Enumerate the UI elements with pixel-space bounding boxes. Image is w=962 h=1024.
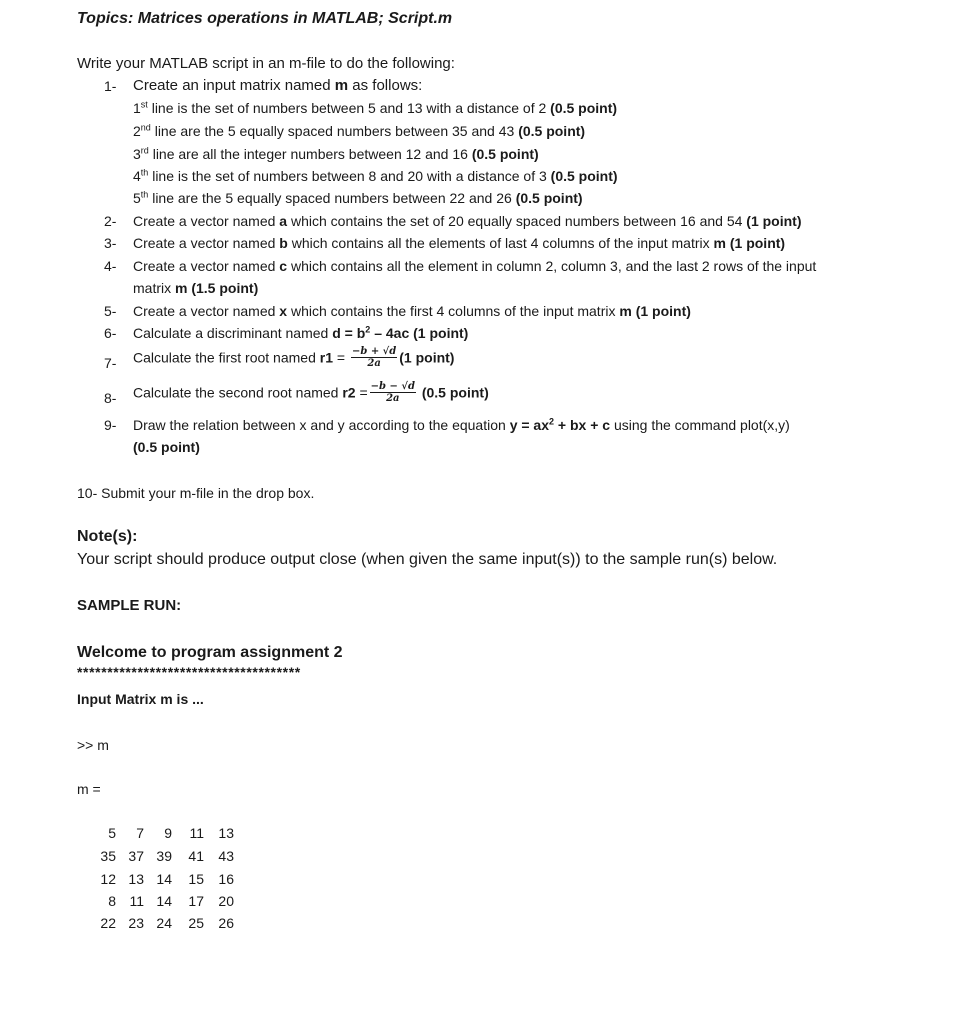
matrix-cell: 39 bbox=[156, 848, 172, 864]
item-4-text-cont: matrix m (1.5 point) bbox=[133, 280, 259, 296]
matrix-cell: 14 bbox=[156, 893, 172, 909]
item-1-text: Create an input matrix named m as follows: bbox=[133, 77, 423, 94]
item-5-text: Create a vector named x which contains the first 4 columns of the input matrix m (1 point) bbox=[133, 303, 691, 319]
item-number: 2- bbox=[104, 213, 117, 229]
matrix-cell: 13 bbox=[128, 871, 144, 887]
matrix-row bbox=[92, 871, 234, 887]
notes-title: Note(s): bbox=[77, 528, 138, 545]
matrix-cell: 41 bbox=[188, 848, 204, 864]
item-number: 6- bbox=[104, 325, 117, 341]
matrix-cell: 24 bbox=[156, 915, 172, 931]
page-title: Topics: Matrices operations in MATLAB; Script.m bbox=[77, 10, 453, 27]
matrix-cell: 9 bbox=[164, 825, 172, 841]
item-4-text: Create a vector named c which contains all the element in column 2, column 3, and the last 2 rows of the input bbox=[133, 258, 817, 274]
item-number: 9- bbox=[104, 417, 117, 433]
matrix-row bbox=[92, 825, 234, 841]
matrix-cell: 23 bbox=[128, 915, 144, 931]
matrix-line-5: 5th line are the 5 equally spaced numbers between 22 and 26 (0.5 point) bbox=[133, 189, 583, 206]
item-3-text: Create a vector named b which contains all the elements of last 4 columns of the input matrix m (1 point) bbox=[133, 235, 786, 251]
matrix-cell: 22 bbox=[100, 915, 116, 931]
m-equals: m = bbox=[77, 781, 101, 797]
welcome-text: Welcome to program assignment 2 bbox=[77, 644, 343, 661]
matrix-cell: 5 bbox=[108, 825, 116, 841]
matrix-cell: 8 bbox=[108, 893, 116, 909]
stars-divider: ************************************* bbox=[77, 664, 301, 680]
matrix-cell: 13 bbox=[218, 825, 234, 841]
notes-text: Your script should produce output close (when given the same input(s)) to the sample run(s) below. bbox=[77, 551, 778, 568]
item-9-text: Draw the relation between x and y according to the equation $y = ax^2$ + bx + c using the command plot(x,y) bbox=[133, 416, 790, 433]
matrix-line-1: 1st line is the set of numbers between 5 and 13 with a distance of 2 (0.5 point) bbox=[133, 99, 618, 116]
matrix-cell: 11 bbox=[189, 825, 204, 841]
item-number: 1- bbox=[104, 78, 117, 94]
matrix-cell: 35 bbox=[100, 848, 116, 864]
command-prompt: >> m bbox=[77, 737, 109, 753]
matrix-cell: 17 bbox=[188, 893, 204, 909]
matrix-cell: 7 bbox=[136, 825, 144, 841]
matrix-cell: 15 bbox=[188, 871, 204, 887]
item-8-text: Calculate the second root named r2 = $\frac{-b - √d}{2a}$ (0.5 point) bbox=[133, 381, 489, 404]
matrix-cell: 20 bbox=[218, 893, 234, 909]
item-6-text: Calculate a discriminant named $d = b^2 - 4ac$ (1 point) bbox=[133, 324, 469, 341]
matrix-line-2: 2nd line are the 5 equally spaced numbers between 35 and 43 (0.5 point) bbox=[133, 122, 586, 139]
matrix-line-3: 3rd line are all the integer numbers between 12 and 16 (0.5 point) bbox=[133, 145, 539, 162]
matrix-cell: 11 bbox=[129, 893, 144, 909]
item-10-text: 10- Submit your m-file in the drop box. bbox=[77, 485, 315, 501]
matrix-cell: 37 bbox=[128, 848, 144, 864]
input-matrix-label: Input Matrix m is ... bbox=[77, 691, 204, 707]
sample-run-heading: SAMPLE RUN: bbox=[77, 597, 182, 614]
matrix-cell: 16 bbox=[218, 871, 234, 887]
matrix-cell: 12 bbox=[100, 871, 116, 887]
item-2-text: Create a vector named a which contains the set of 20 equally spaced numbers between 16 and 54 (1 point) bbox=[133, 213, 802, 229]
item-number: 7- bbox=[104, 355, 117, 371]
root-fraction: $\frac{-b + √d}{2a}$ bbox=[351, 346, 397, 369]
matrix-row bbox=[92, 915, 234, 931]
matrix-cell: 14 bbox=[156, 871, 172, 887]
item-number: 8- bbox=[104, 390, 117, 406]
matrix-cell: 43 bbox=[218, 848, 234, 864]
root-fraction: $\frac{-b - √d}{2a}$ bbox=[370, 381, 415, 404]
matrix-row bbox=[92, 893, 234, 909]
matrix-row bbox=[92, 848, 234, 864]
item-number: 4- bbox=[104, 258, 117, 274]
item-number: 3- bbox=[104, 235, 117, 251]
item-7-text: Calculate the first root named r1 = $\frac{-b + √d}{2a}$ (1 point) bbox=[133, 346, 455, 369]
matrix-cell: 26 bbox=[218, 915, 234, 931]
matrix-cell: 25 bbox=[188, 915, 204, 931]
intro-text: Write your MATLAB script in an m-file to do the following: bbox=[77, 55, 455, 72]
item-9-points: (0.5 point) bbox=[133, 439, 200, 455]
item-number: 5- bbox=[104, 303, 117, 319]
matrix-line-4: 4th line is the set of numbers between 8 and 20 with a distance of 3 (0.5 point) bbox=[133, 167, 618, 184]
